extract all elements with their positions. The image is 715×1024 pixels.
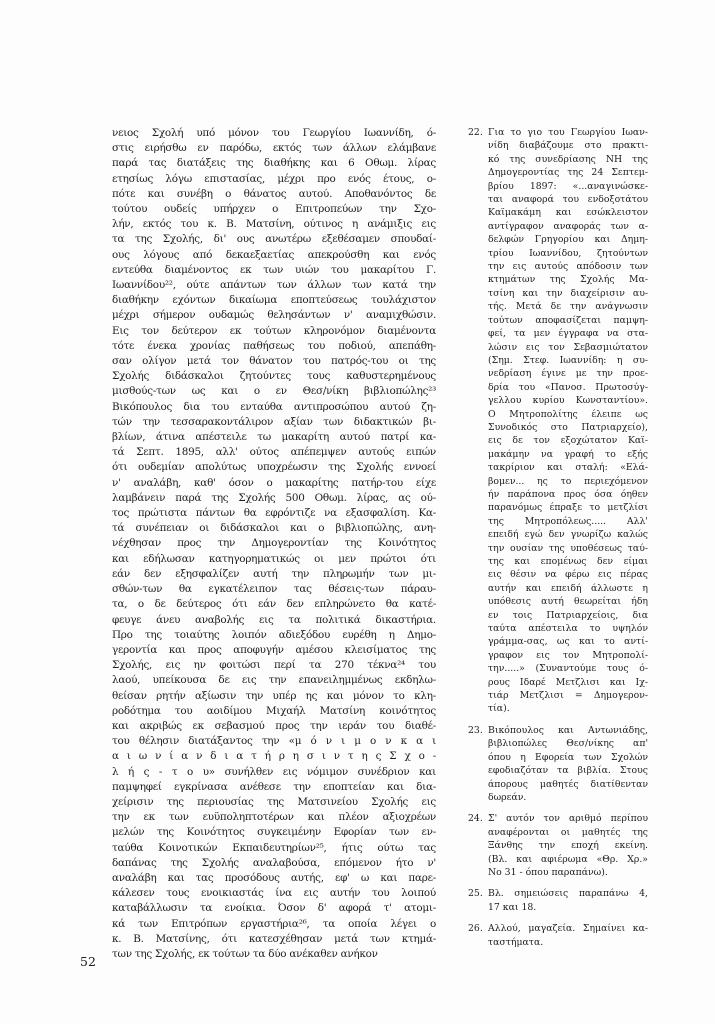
footnote-line: την εις αυτούς απόδοσιν των bbox=[488, 261, 648, 273]
footnote-number: 22. bbox=[468, 127, 483, 138]
body-text-line: μελών της Κοινότητος συγκειμένην Εφορίαν των εν- bbox=[112, 826, 436, 839]
footnote-line: τούτων αποφασίζεται παμψη- bbox=[488, 314, 648, 326]
footnote-line: Δημογεροντίας της 24 Σεπτεμ- bbox=[488, 167, 648, 179]
body-text-line: νέχθησαν προς την Δημογεροντίαν της Κοινότητος bbox=[112, 537, 436, 550]
body-text-line: ετησίως λόγω επιστασίας, μέχρι προ ενός έτους, ο- bbox=[112, 172, 436, 185]
body-text-line: και εδήλωσαν κατηγορηματικώς οι μεν πρώτοι ότι bbox=[112, 552, 436, 565]
footnote-line: νεδρίαση έγινε με την προε- bbox=[488, 368, 648, 380]
body-text-line: την εκ των ευϋποληπτοτέρων και πλέον αξιοχρέων bbox=[112, 811, 436, 824]
footnote-line: αυτήν και επειδή άλλωστε η bbox=[488, 582, 648, 594]
body-text-line: α ι ω ν ί α ν δ ι α τ ή ρ η σ ι ν τ η ς Σ χ ο - bbox=[112, 750, 436, 763]
footnote-line: άπορους μαθητές διατίθενταν bbox=[488, 778, 648, 790]
body-text-line: εάν δεν εξησφαλίζεν αυτή την πληρωμήν των μι- bbox=[112, 567, 436, 580]
body-text-line: τούτου ουδείς υπήρχεν ο Επιτροπεύων την Σχο- bbox=[112, 203, 436, 216]
body-text-line: Εις τον δεύτερον εκ τούτων κληρονόμον διαμένοντα bbox=[112, 324, 436, 337]
footnote-line: λώσιν εις τον Σεβασμιώτατον bbox=[488, 341, 648, 353]
page-number: 52 bbox=[80, 954, 96, 969]
footnote-line: εις δε τον εξοχώτατον Καϊ- bbox=[488, 435, 648, 447]
body-text-line: κ. Β. Ματσίνης, ότι κατεσχέθησαν μετά των κτημά- bbox=[112, 932, 436, 945]
footnote-line: τρίου Ιωαννίδου, ζητούντων bbox=[488, 247, 648, 259]
footnote-line: δελφών Γρηγορίου και Δημη- bbox=[488, 234, 648, 246]
footnote-line: δρία του «Πανοσ. Πρωτοσύγ- bbox=[488, 381, 648, 393]
footnote-line: γελλου κυρίου Κωνσταντίου». bbox=[488, 395, 648, 407]
footnote-line: Νο 31 - όπου παραπάνω). bbox=[488, 866, 608, 878]
body-text-line: κά των Επιτρόπων εργαστήρια²⁶, τα οποία λέγει ο bbox=[112, 917, 436, 930]
body-text-line: Σχολής διδάσκαλοι ζητούντες τους καθυστερημένους bbox=[112, 370, 436, 383]
footnote-line: παρανόμως έπραξε το μετζλίσι bbox=[488, 502, 648, 514]
footnotes-column bbox=[468, 126, 648, 957]
footnote-line: Για το γιο του Γεωργίου Ιωαν- bbox=[488, 127, 648, 138]
footnote-number: 25. bbox=[468, 888, 483, 900]
footnote-line: την.....» (Συναντούμε τους ό- bbox=[488, 663, 648, 675]
footnote-line: νίδη διαβάζουμε στο πρακτι- bbox=[488, 140, 648, 152]
body-text-line: Σχολής, εις ην φοιτώσι περί τα 270 τέκνα²⁴ του bbox=[112, 659, 436, 672]
footnote-line: αντίγραφον αναφοράς των α- bbox=[488, 220, 648, 232]
body-text-line: δαπάνας της Σχολής αναλαβούσα, επόμενον ήτο ν' bbox=[112, 856, 436, 869]
footnote-line: βομεν... ης το περιεχόμενον bbox=[488, 475, 648, 487]
footnote-line: όπου η Εφορεία των Σχολών bbox=[488, 751, 648, 763]
footnote-line: ταύτα απέστειλα το υψηλόν bbox=[488, 623, 648, 635]
body-text-line: πότε και συνέβη ο θάνατος αυτού. Αποθανόντος δε bbox=[112, 187, 436, 200]
body-text-line: φευγε άνευ αναβολής εις τα πολιτικά δικαστήρια. bbox=[112, 613, 436, 626]
body-text-line: ταύθα Κοινοτικών Εκπαιδευτηρίων²⁵, ήτις ούτω τας bbox=[112, 841, 436, 854]
main-body-text bbox=[112, 126, 436, 962]
footnote-line: αναφέρονται οι μαθητές της bbox=[488, 826, 648, 838]
body-text-line: ους λόγους από δεκαεξαετίας απεκρούσθη και ενός bbox=[112, 248, 436, 261]
body-text-line: παμψηφεί εγκρίνασα ανέθεσε την εποπτείαν και δια- bbox=[112, 780, 436, 793]
body-text-line: σαν ολίγον μετά τον θάνατον του πατρός-του οι της bbox=[112, 355, 436, 368]
footnote-line: Σ' αυτόν τον αριθμό περίπου bbox=[488, 813, 648, 825]
footnote-line: 17 και 18. bbox=[488, 901, 537, 913]
body-text-line: ροδότημα του αοιδίμου Μιχαήλ Ματσίνη κοινότητος bbox=[112, 704, 436, 717]
body-text-line: χείρισιν της περιουσίας της Ματσινείου Σχολής εις bbox=[112, 795, 436, 808]
footnote-line: εφοδιαζόταν τα βιβλία. Στους bbox=[488, 765, 648, 777]
footnote-line: γράμμα-σας, ως και το αντί- bbox=[488, 636, 648, 648]
footnote-line: ρους Ιδαρέ Μετζλισι και Ιχ- bbox=[488, 676, 648, 688]
footnote bbox=[468, 126, 648, 716]
body-text-line: μέχρι σήμερον ουδαμώς θελησάντων ν' αναμιχθώσιν. bbox=[112, 309, 436, 322]
footnote-line: Ο Μητροπολίτης έλειπε ως bbox=[488, 408, 648, 420]
footnote-line: τιάρ Μετζλισι = Δημογερον- bbox=[488, 690, 648, 702]
body-text-line: λαού, υπείκουσα δε εις την επανειλημμένως εκδηλω- bbox=[112, 674, 436, 687]
footnote-line: Καϊμακάμη και εσώκλειστον bbox=[488, 207, 648, 219]
body-text-line: ν' αναλάβη, καθ' όσον ο μακαρίτης πατήρ-του είχε bbox=[112, 476, 436, 489]
footnote-line: Ξάνθης την εποχή εκείνη. bbox=[488, 840, 648, 852]
footnote-line: κτημάτων της Σχολής Μα- bbox=[488, 274, 648, 286]
body-text-line: θείσαν ρητήν αξίωσιν την υπέρ ης και μόνον το κλη- bbox=[112, 689, 436, 702]
footnote-line: της και επομένως δεν είμαι bbox=[488, 556, 648, 567]
body-text-line: νειος Σχολή υπό μόνον του Γεωργίου Ιωαννίδη, ό- bbox=[112, 127, 436, 139]
footnote-line: κό της συνεδρίασης ΝΗ της bbox=[488, 153, 648, 165]
body-text-line: καταβάλλωσιν τα ενοίκια. Όσον δ' αφορά τ' ατομι- bbox=[112, 902, 436, 915]
body-text-line: τα της Σχολής, δι' ους ανωτέρω εξεθέσαμεν σπουδαί- bbox=[112, 233, 436, 246]
footnote-number: 26. bbox=[468, 923, 483, 935]
body-text-line: Προ της τοιαύτης λοιπόν αδιεξόδου ευρέθη η Δημο- bbox=[112, 628, 436, 641]
footnote-line: φεί, τα μεν έγγραφα να στα- bbox=[488, 328, 648, 340]
footnote-line: τσίνη και την διαχείρισιν αυ- bbox=[488, 287, 648, 299]
body-text-line: σθών-των θα εγκατέλειπον τας θέσεις-των πάραυ- bbox=[112, 583, 436, 596]
body-text-line: εντεύθα διαμένοντος εκ των υιών του μακαρίτου Γ. bbox=[112, 263, 436, 276]
footnote-line: δωρεάν. bbox=[488, 791, 527, 803]
body-text-line: βλίων, άτινα απέστειλε τω μακαρίτη αυτού πατρί κα- bbox=[112, 431, 436, 444]
body-text-line: τά Σεπτ. 1895, αλλ' ούτος απέπεμψεν αυτούς ειπών bbox=[112, 446, 436, 459]
footnote-line: εις θέσιν να φέρω εις πέρας bbox=[488, 569, 648, 581]
body-text-line: μισθούς-των ως και ο εν Θεσ/νίκη βιβλιοπώλης²³ bbox=[112, 385, 436, 398]
footnote-line: ήν παράπονα προς όσα όηθεν bbox=[488, 488, 648, 500]
footnote-line: Βλ. σημειώσεις παραπάνω 4, bbox=[488, 888, 648, 900]
footnote-line: Βικόπουλος και Αντωνιάδης, bbox=[488, 724, 648, 736]
footnote bbox=[468, 812, 648, 879]
footnote bbox=[468, 724, 648, 804]
footnote-line: (Βλ. και αφιέρωμα «Θρ. Χρ.» bbox=[488, 853, 648, 865]
body-text-line: διαθήκην εχόντων δικαίωμα εποπτεύσεως τουλάχιστον bbox=[112, 294, 436, 307]
body-text-line: Βικόπουλος δια του ενταύθα αντιπροσώπου αυτού ζη- bbox=[112, 400, 436, 413]
footnote-line: (Σημ. Στεφ. Ιωαννίδη: η συ- bbox=[488, 354, 648, 366]
footnote-number: 23. bbox=[468, 724, 483, 736]
footnote-line: επειδή εγώ δεν γνωρίζω καλώς bbox=[488, 529, 648, 541]
footnote-line: ταστήματα. bbox=[488, 936, 544, 948]
body-text-line: αναλάβη και τας προσόδους αυτής, εφ' ω και παρε- bbox=[112, 871, 436, 884]
body-text-line: στις ειρήσθω εν παρόδω, εκτός των άλλων ελάμβανε bbox=[112, 142, 436, 155]
footnote-number: 24. bbox=[468, 813, 483, 825]
body-text-line: γεροντία και προς αποφυγήν αμέσου κλεισίματος της bbox=[112, 643, 436, 656]
footnote-line: Αλλού, μαγαζεία. Σημαίνει κα- bbox=[488, 923, 648, 935]
body-text-line: τότε ένεκα χρονίας παθήσεως του ποδιού, απεπάθη- bbox=[112, 339, 436, 352]
body-text-line: Ιωαννίδου²², ούτε απάντων των άλλων των κατά την bbox=[112, 279, 436, 292]
body-text-line: του θέλησιν διατάξαντος την «μ ό ν ι μ ο ν κ α ι bbox=[112, 735, 436, 748]
footnote-line: τία). bbox=[488, 703, 510, 715]
body-text-line: των της Σχολής, εκ τούτων τα δύο ανέκαθεν ανήκον bbox=[112, 947, 378, 960]
body-text-line: και ακριβώς εκ σεβασμού προς την ιεράν του διαθέ- bbox=[112, 719, 436, 732]
footnote-line: εν τοις Πατριαρχείοις, δια bbox=[488, 609, 648, 621]
footnote bbox=[468, 922, 648, 949]
footnote-line: βιβλιοπώλες Θεσ/νίκης απ' bbox=[488, 738, 648, 750]
body-text-line: κάλεσεν τους ενοικιαστάς ίνα εις αυτήν του λοιπού bbox=[112, 887, 436, 900]
footnote-line: βρίου 1897: «...αναγινώσκε- bbox=[488, 180, 648, 192]
footnote bbox=[468, 887, 648, 914]
footnote-line: μακάμην να γραφή το εξής bbox=[488, 448, 648, 460]
body-text-line: παρά τας διατάξεις της διαθήκης και 6 Οθωμ. λίρας bbox=[112, 157, 436, 170]
footnote-line: γραφον εις τον Μητροπολί- bbox=[488, 649, 648, 661]
footnote-line: ται αναφορά του ενδοξοτάτου bbox=[488, 194, 648, 206]
body-text-line: τά συνέπειαν οι διδάσκαλοι και ο βιβλιοπώλης, ανη- bbox=[112, 522, 436, 535]
footnote-line: τακρίριον και σταλή: «Ελά- bbox=[488, 462, 648, 474]
footnote-line: Συνοδικός στο Πατριαρχείο), bbox=[488, 421, 648, 433]
body-text-line: τών την τεσσαρακοντάλιρον αξίαν των διδακτικών βι- bbox=[112, 415, 436, 428]
footnote-line: τής. Μετά δε την ανάγνωσιν bbox=[488, 301, 648, 313]
footnote-line: της Μητροπόλεως..... Αλλ' bbox=[488, 515, 648, 527]
body-text-line: λ ή ς - τ ο υ» συνήλθεν εις νόμιμον συνέδριον και bbox=[112, 765, 436, 778]
body-text-line: τα, ο δε δεύτερος ότι εάν δεν επληρώνετο θα κατέ- bbox=[112, 598, 436, 611]
footnote-line: την ουσίαν της υποθέσεως ταύ- bbox=[488, 542, 648, 554]
body-text-line: ότι ουδεμίαν απολύτως υποχρέωσιν της Σχολής εννοεί bbox=[112, 461, 436, 474]
body-text-line: τος πρώτιστα πάντων θα εφρόντιζε να εξασφαλίση. Κα- bbox=[112, 507, 436, 520]
footnote-line: υπόθεσις αυτή θεωρείται ήδη bbox=[488, 596, 648, 608]
body-text-line: λήν, εκτός του κ. Β. Ματσίνη, ούτινος η ανάμιξις εις bbox=[112, 218, 436, 231]
body-text-line: λαμβάνειν παρά της Σχολής 500 Οθωμ. λίρας, ας ού- bbox=[112, 491, 436, 504]
